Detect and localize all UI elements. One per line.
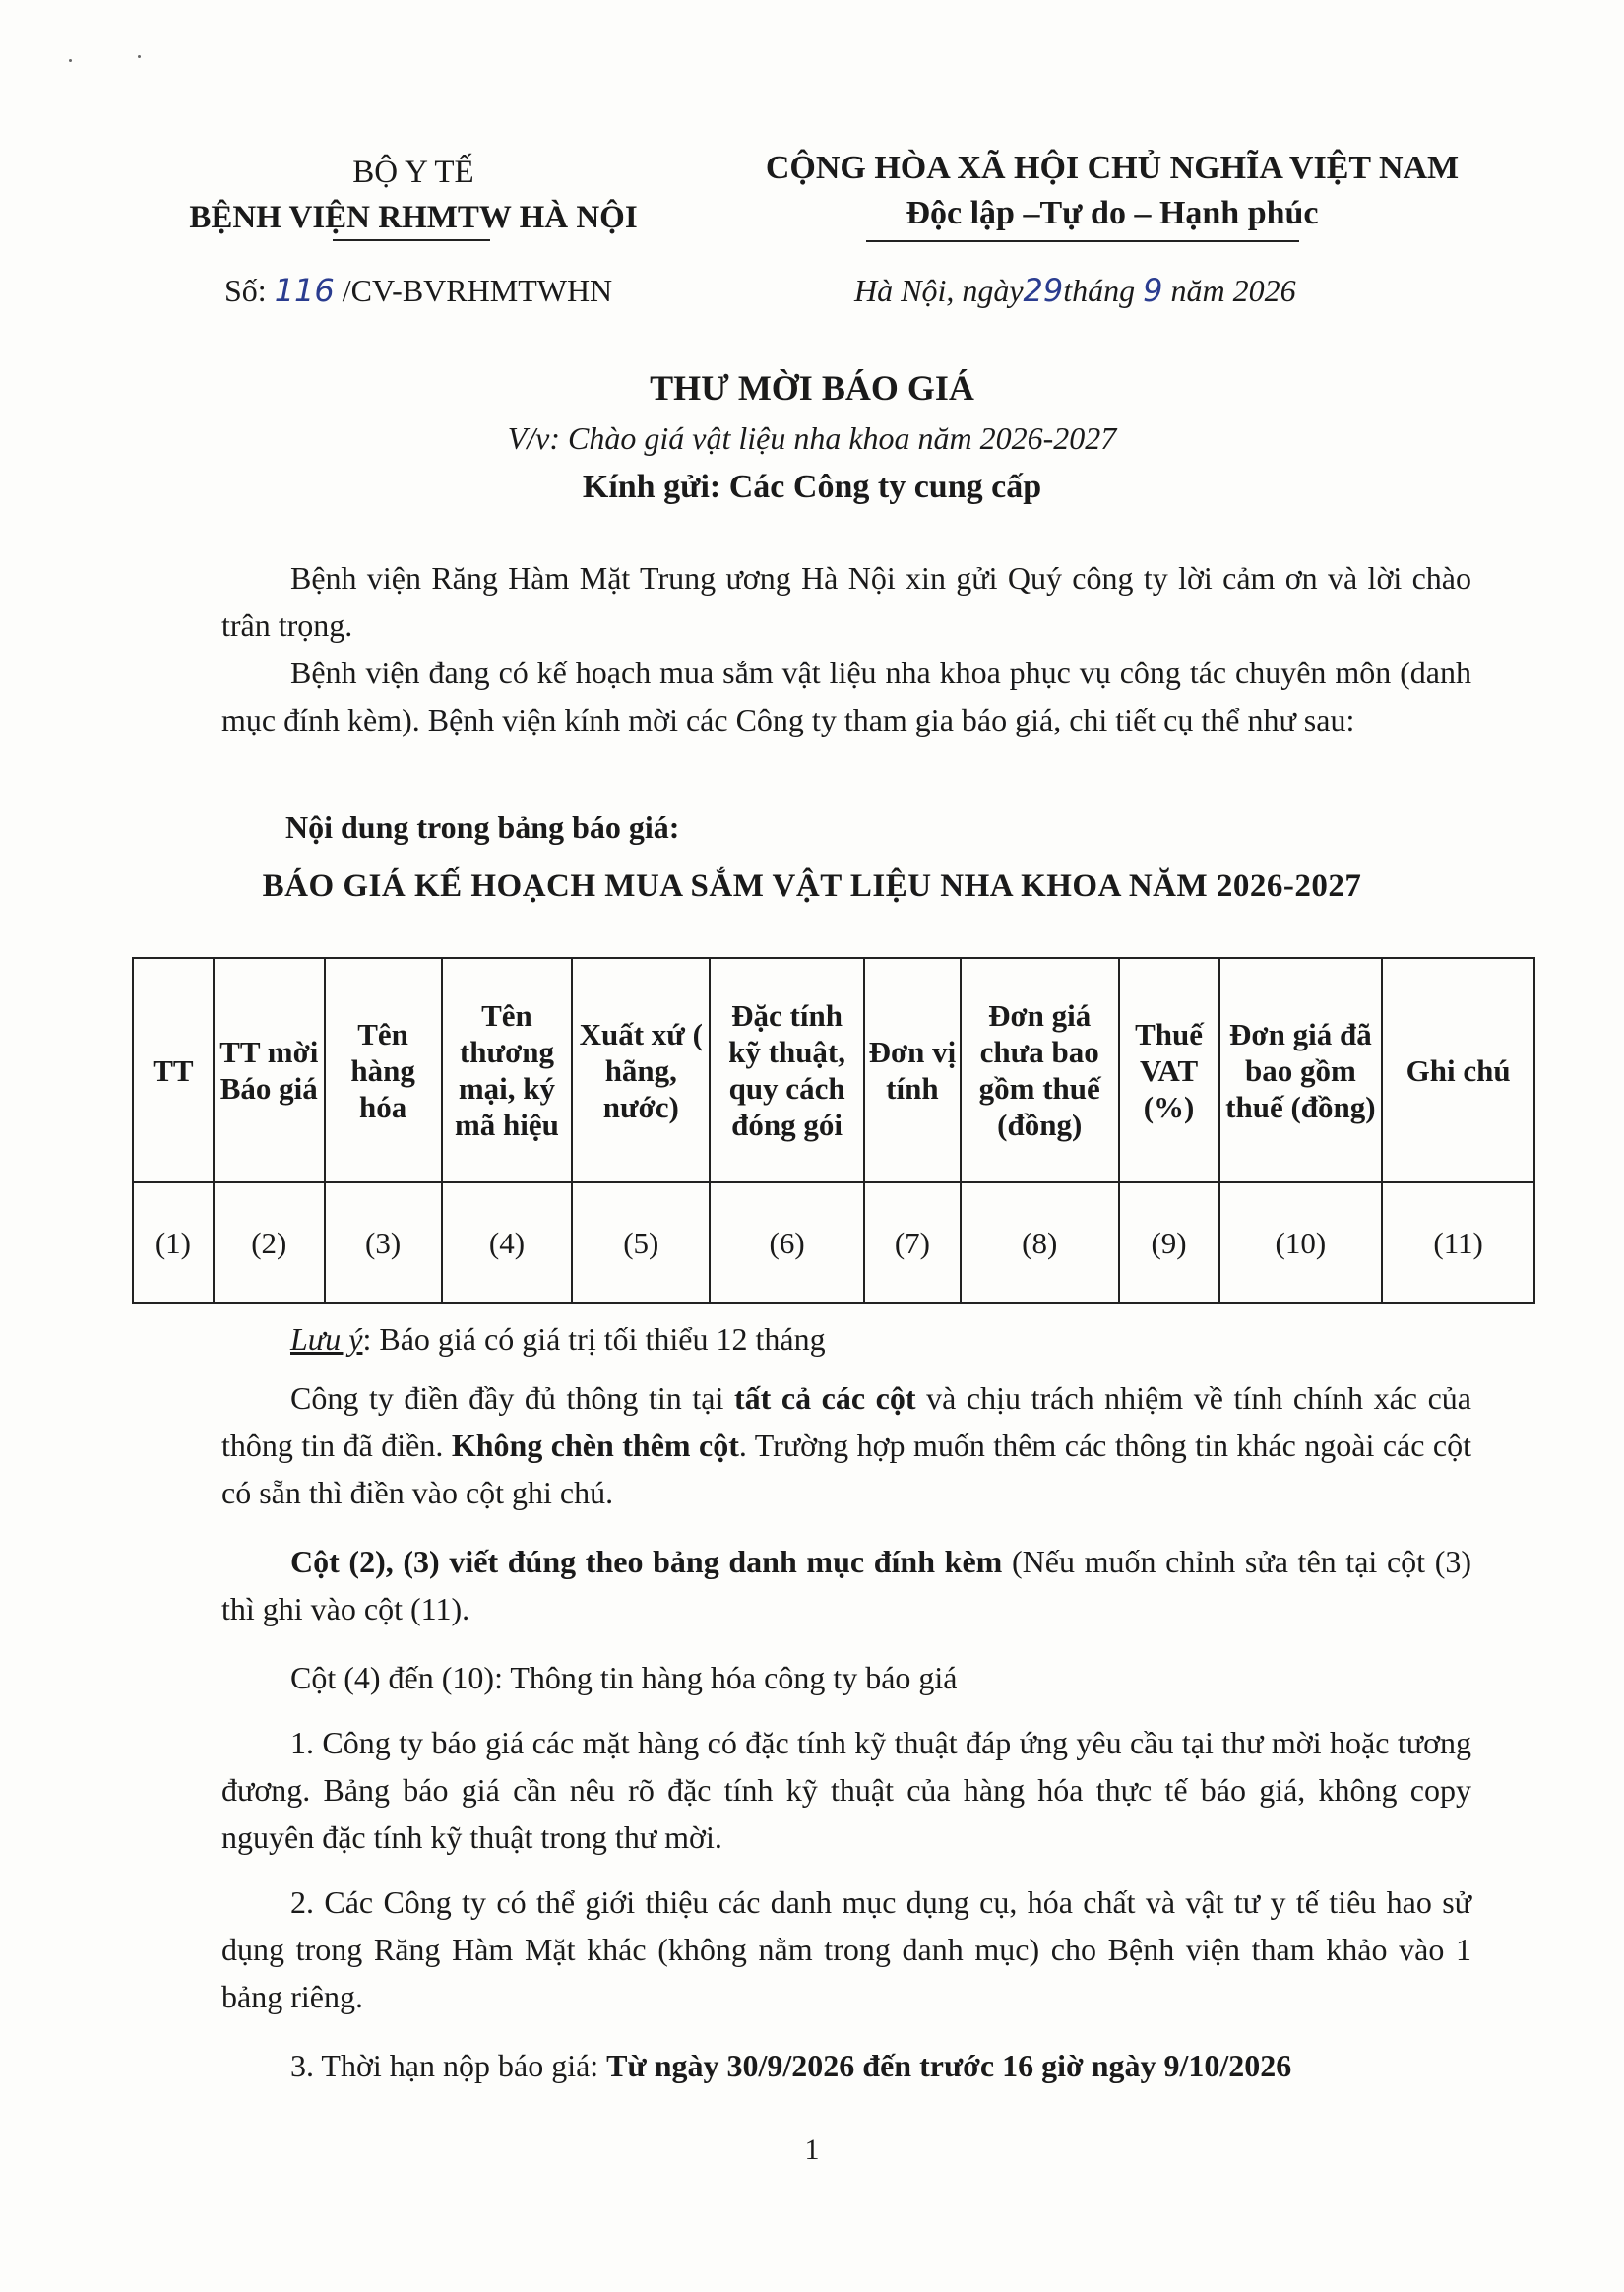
table-cell: (5) <box>572 1182 710 1303</box>
date-handwritten-day: 29 <box>1023 272 1064 309</box>
table-cell: (1) <box>133 1182 214 1303</box>
col-header: Đơn vị tính <box>864 958 961 1182</box>
table-header-row <box>133 958 1534 1182</box>
table-cell: (9) <box>1119 1182 1219 1303</box>
instruction-item-1: 1. Công ty báo giá các mặt hàng có đặc tính kỹ thuật đáp ứng yêu cầu tại thư mời hoặc tương đương. Bảng báo giá cần nêu rõ đặc tính kỹ thuật của hàng hóa thực tế báo giá, không copy nguyên đặc tính kỹ thuật trong thư mời. <box>221 1725 1471 1855</box>
instruction-item-2: 2. Các Công ty có thể giới thiệu các danh mục dụng cụ, hóa chất và vật tư y tế tiêu hao sử dụng trong Răng Hàm Mặt khác (không nằm trong danh mục) cho Bệnh viện tham khảo vào 1 bảng riêng. <box>221 1884 1471 2014</box>
table-cell: (6) <box>710 1182 864 1303</box>
table-row <box>133 1182 1534 1303</box>
table-cell: (3) <box>325 1182 442 1303</box>
country-name: CỘNG HÒA XÃ HỘI CHỦ NGHĨA VIỆT NAM <box>765 150 1460 186</box>
recipient-greeting: Kính gửi: Các Công ty cung cấp <box>582 469 1042 505</box>
motto-underline <box>866 240 1299 242</box>
col-header: TT mời Báo giá <box>214 958 325 1182</box>
col-header: Tên thương mại, ký mã hiệu <box>442 958 573 1182</box>
national-motto: Độc lập –Tự do – Hạnh phúc <box>906 195 1319 231</box>
ref-prefix: Số: <box>224 273 275 308</box>
national-title-block <box>709 146 1516 236</box>
section-title: Nội dung trong bảng báo giá: <box>285 809 680 845</box>
deadline-dates: Từ ngày 30/9/2026 đến trước 16 giờ ngày 9/10/2026 <box>606 2048 1292 2083</box>
col-header: Đơn giá đã bao gồm thuế (đồng) <box>1219 958 1383 1182</box>
document-title: THƯ MỜI BÁO GIÁ <box>650 368 974 408</box>
scan-speck <box>138 55 141 58</box>
fill-text-a: Công ty điền đầy đủ thông tin tại <box>290 1380 734 1416</box>
col-header: Đơn giá chưa bao gồm thuế (đồng) <box>961 958 1119 1182</box>
table-title: BÁO GIÁ KẾ HOẠCH MUA SẮM VẬT LIỆU NHA KHOA NĂM 2026-2027 <box>262 868 1362 904</box>
date-prefix: Hà Nội, ngày <box>854 273 1024 308</box>
intro-paragraph-1: Bệnh viện Răng Hàm Mặt Trung ương Hà Nội xin gửi Quý công ty lời cảm ơn và lời chào trân trọng. <box>221 560 1471 643</box>
ref-handwritten-number: 116 <box>274 272 335 309</box>
deadline-label: 3. Thời hạn nộp báo giá: <box>290 2048 607 2083</box>
intro-paragraph-2: Bệnh viện đang có kế hoạch mua sắm vật liệu nha khoa phục vụ công tác chuyên môn (danh mục đính kèm). Bệnh viện kính mời các Công ty tham gia báo giá, chi tiết cụ thể như sau: <box>221 655 1471 737</box>
table-cell: (10) <box>1219 1182 1383 1303</box>
col-header: Thuế VAT (%) <box>1119 958 1219 1182</box>
instruction-item-3 <box>221 2042 1471 2089</box>
note-text: : Báo giá có giá trị tối thiểu 12 tháng <box>362 1321 826 1357</box>
col-header: TT <box>133 958 214 1182</box>
page-number: 1 <box>804 2133 820 2166</box>
date-line <box>854 272 1296 309</box>
cols-text-a: Cột (2), (3) viết đúng theo bảng danh mục đính kèm <box>290 1544 1003 1579</box>
columns-2-3-instruction <box>221 1538 1471 1632</box>
note-label: Lưu ý <box>290 1321 363 1357</box>
table-cell: (7) <box>864 1182 961 1303</box>
validity-note <box>290 1315 1471 1363</box>
table-cell: (2) <box>214 1182 325 1303</box>
issuer-underline <box>333 239 490 241</box>
col-header: Ghi chú <box>1382 958 1534 1182</box>
fill-text-c: và chịu trách nhiệm về tính chính xác của thông tin đã điền. <box>221 1380 1472 1463</box>
ministry-name: BỘ Y TẾ <box>352 155 474 190</box>
date-handwritten-month: 9 <box>1143 272 1163 309</box>
issuer-block <box>138 150 689 240</box>
columns-4-10-instruction: Cột (4) đến (10): Thông tin hàng hóa công ty báo giá <box>290 1660 958 1695</box>
date-month-label: tháng <box>1063 273 1144 308</box>
table-cell: (8) <box>961 1182 1119 1303</box>
fill-instructions <box>221 1374 1471 1516</box>
col-header: Xuất xứ ( hãng, nước) <box>572 958 710 1182</box>
scan-speck <box>69 59 72 62</box>
cols-text-b: (Nếu muốn chỉnh sửa tên tại cột (3) thì ghi vào cột (11). <box>221 1544 1472 1626</box>
ref-suffix: /CV-BVRHMTWHN <box>334 273 613 308</box>
reference-number <box>224 272 612 309</box>
quotation-table <box>132 957 1535 1304</box>
table-cell: (11) <box>1382 1182 1534 1303</box>
fill-text-e: . Trường hợp muốn thêm các thông tin khác ngoài các cột có sẵn thì điền vào cột ghi chú. <box>221 1428 1472 1510</box>
date-year: năm 2026 <box>1162 273 1296 308</box>
document-subject: V/v: Chào giá vật liệu nha khoa năm 2026-2027 <box>507 420 1117 456</box>
col-header: Đặc tính kỹ thuật, quy cách đóng gói <box>710 958 864 1182</box>
hospital-name: BỆNH VIỆN RHMTW HÀ NỘI <box>189 200 638 235</box>
fill-text-b: tất cả các cột <box>733 1380 916 1416</box>
table-cell: (4) <box>442 1182 573 1303</box>
col-header: Tên hàng hóa <box>325 958 442 1182</box>
fill-text-d: Không chèn thêm cột <box>451 1428 739 1463</box>
